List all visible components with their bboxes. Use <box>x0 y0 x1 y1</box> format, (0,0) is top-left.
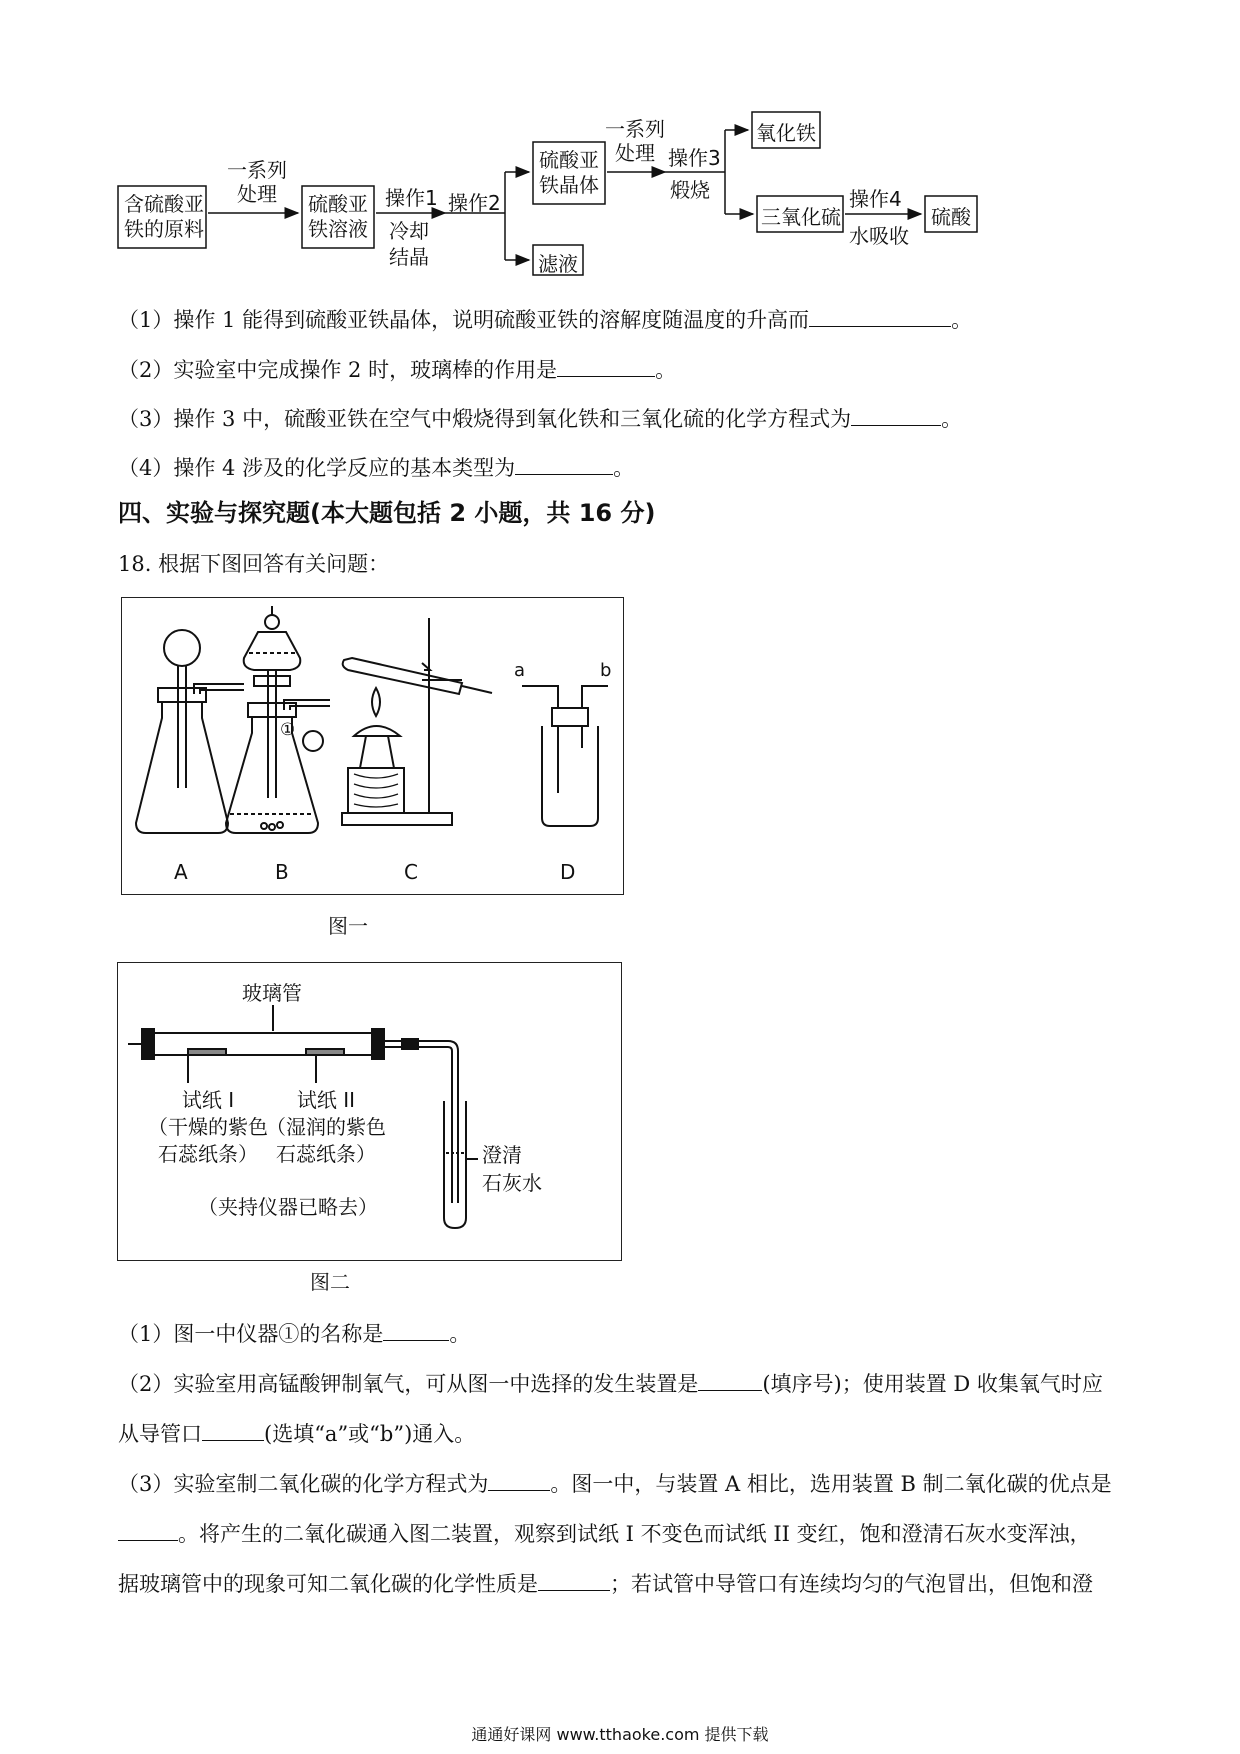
label-text: （干燥的紫色 <box>148 1115 268 1139</box>
question-text-end: (填序号)；使用装置 D 收集氧气时应 <box>762 1372 1103 1396</box>
label-text: 澄清 <box>482 1143 522 1167</box>
box-text: 铁晶体 <box>539 173 599 197</box>
instrument-marker: ① <box>280 720 296 740</box>
op3-condition: 煅烧 <box>670 178 710 202</box>
question-text: （1）图一中仪器①的名称是 <box>118 1322 384 1346</box>
op1-condition <box>389 218 429 270</box>
label-text: 处理 <box>615 141 655 165</box>
op3-label: 操作3 <box>668 146 721 170</box>
sulfuric-acid-box: 硫酸 <box>931 205 971 229</box>
page-footer: 通通好课网 www.tthaoke.com 提供下载 <box>471 1725 769 1744</box>
op2-label: 操作2 <box>448 191 501 215</box>
question-text-end: (选填“a”或“b”)通入。 <box>264 1422 476 1446</box>
arrow-label-process-2 <box>600 117 670 165</box>
question-text-end: ；若试管中导管口有连续均匀的气泡冒出，但饱和澄 <box>610 1572 1093 1596</box>
iron-oxide-box: 氧化铁 <box>756 121 816 145</box>
label-text: 一系列 <box>605 117 665 141</box>
op1-label: 操作1 <box>385 186 438 210</box>
question-text: （1）操作 1 能得到硫酸亚铁晶体，说明硫酸亚铁的溶解度随温度的升高而 <box>118 308 810 332</box>
figure-2-caption: 图二 <box>310 1270 350 1294</box>
apparatus-label-c: C <box>404 860 418 884</box>
question-text-end: 。图一中，与装置 A 相比，选用装置 B 制二氧化碳的优点是 <box>550 1472 1112 1496</box>
answer-blank[interactable] <box>851 407 941 426</box>
apparatus-label-a: A <box>174 860 188 884</box>
answer-blank[interactable] <box>538 1572 610 1591</box>
question-text-end: 。 <box>613 456 635 480</box>
question-text: （3）实验室制二氧化碳的化学方程式为 <box>118 1472 489 1496</box>
box-text: 铁溶液 <box>308 217 368 241</box>
section-title: 四、实验与探究题(本大题包括 2 小题，共 16 分) <box>118 499 656 527</box>
answer-blank[interactable] <box>118 1522 178 1541</box>
question-text-end: 。将产生的二氧化碳通入图二装置，观察到试纸 I 不变色而试纸 II 变红，饱和澄清石灰水变浑浊， <box>178 1522 1091 1546</box>
question-17-3 <box>118 403 962 433</box>
raw-material-box <box>124 192 204 242</box>
label-text: 冷却 <box>389 219 429 243</box>
op4-condition: 水吸收 <box>849 224 909 248</box>
figure-1-caption: 图一 <box>328 914 368 938</box>
answer-blank[interactable] <box>557 358 655 377</box>
figure-2-apparatus <box>117 962 622 1261</box>
label-text: 一系列 <box>227 158 287 182</box>
question-18-intro: 18. 根据下图回答有关问题： <box>118 552 390 576</box>
clamp-note: （夹持仪器已略去） <box>198 1195 378 1219</box>
question-text: 从导管口 <box>118 1422 202 1446</box>
answer-blank[interactable] <box>809 308 951 327</box>
label-text: 石灰水 <box>482 1171 542 1195</box>
answer-blank[interactable] <box>383 1322 449 1341</box>
limewater-label <box>482 1141 542 1197</box>
label-text: （湿润的紫色 <box>266 1115 386 1139</box>
question-18-2-cont <box>118 1418 475 1448</box>
ferrous-sulfate-crystal-box <box>539 148 599 198</box>
question-18-1 <box>118 1318 470 1348</box>
box-text: 铁的原料 <box>124 217 204 241</box>
apparatus-label-d: D <box>560 860 576 884</box>
box-text: 硫酸亚 <box>308 192 368 216</box>
sulfur-trioxide-box: 三氧化硫 <box>761 205 841 229</box>
label-text: 处理 <box>237 182 277 206</box>
question-text: （3）操作 3 中，硫酸亚铁在空气中煅烧得到氧化铁和三氧化硫的化学方程式为 <box>118 407 852 431</box>
label-text: 石蕊纸条） <box>276 1142 376 1166</box>
figure-1-apparatus <box>121 597 624 895</box>
label-text: 石蕊纸条） <box>158 1142 258 1166</box>
flowchart <box>0 0 1240 290</box>
test-paper-2-label <box>264 1087 388 1168</box>
question-18-3 <box>118 1468 1112 1498</box>
question-text: （4）操作 4 涉及的化学反应的基本类型为 <box>118 456 516 480</box>
figure-1-drawing <box>122 598 623 894</box>
label-text: 试纸 II <box>296 1088 356 1112</box>
box-text: 含硫酸亚 <box>124 192 204 216</box>
label-text: 结晶 <box>389 245 429 269</box>
ferrous-sulfate-solution-box <box>308 192 368 242</box>
test-paper-1-label <box>148 1087 268 1168</box>
filtrate-box: 滤液 <box>538 252 578 276</box>
question-text-end: 。 <box>941 407 963 431</box>
question-text-end: 。 <box>449 1322 471 1346</box>
glass-tube-label: 玻璃管 <box>242 981 302 1005</box>
question-17-4 <box>118 452 634 482</box>
answer-blank[interactable] <box>488 1472 550 1491</box>
apparatus-label-b: B <box>275 860 289 884</box>
answer-blank[interactable] <box>202 1422 264 1441</box>
arrow-label-process <box>222 158 292 206</box>
question-text-end: 。 <box>951 308 973 332</box>
label-text: 试纸 I <box>181 1088 235 1112</box>
question-text-end: 。 <box>655 358 677 382</box>
tube-label-a: a <box>514 660 526 681</box>
question-text: （2）实验室用高锰酸钾制氧气，可从图一中选择的发生装置是 <box>118 1372 699 1396</box>
op4-label: 操作4 <box>849 187 902 211</box>
question-17-1 <box>118 304 972 334</box>
question-17-2 <box>118 354 676 384</box>
tube-label-b: b <box>600 660 612 681</box>
answer-blank[interactable] <box>698 1372 762 1391</box>
question-18-2 <box>118 1368 1103 1398</box>
question-18-3-cont2 <box>118 1568 1093 1598</box>
answer-blank[interactable] <box>515 456 613 475</box>
question-text: （2）实验室中完成操作 2 时，玻璃棒的作用是 <box>118 358 558 382</box>
question-18-3-cont <box>118 1518 1091 1548</box>
question-text: 据玻璃管中的现象可知二氧化碳的化学性质是 <box>118 1572 538 1596</box>
box-text: 硫酸亚 <box>539 148 599 172</box>
